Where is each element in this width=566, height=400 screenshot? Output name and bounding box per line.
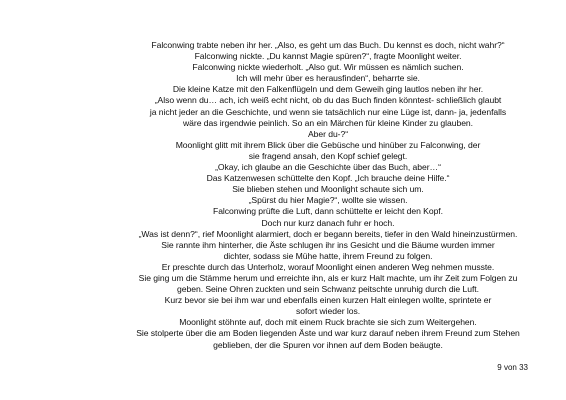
text-line: dichter, sodass sie Mühe hatte, ihrem Freund zu folgen.	[223, 250, 433, 261]
story-text	[128, 40, 528, 351]
text-line: Sie rannte ihm hinterher, die Äste schlugen ihr ins Gesicht und die Bäume wurden immer	[161, 239, 495, 250]
page-number: 9 von 33	[497, 363, 528, 372]
text-line: „Okay, ich glaube an die Geschichte über das Buch, aber…“	[215, 162, 441, 173]
text-line: Sie stolperte über die am Boden liegenden Äste und war kurz darauf neben ihrem Freund zum Stehen	[136, 328, 520, 339]
text-line: „Was ist denn?“, rief Moonlight alarmiert, doch er begann bereits, tiefer in den Wald hineinzustürmen.	[138, 228, 518, 239]
text-line: Moonlight stöhnte auf, doch mit einem Ruck brachte sie sich zum Weitergehen.	[179, 317, 477, 328]
text-line: Die kleine Katze mit den Falkenflügeln und dem Geweih ging lautlos neben ihr her.	[172, 84, 484, 95]
text-line: Falconwing trabte neben ihr her. „Also, es geht um das Buch. Du kennst es doch, nicht wahr?“	[151, 40, 505, 50]
text-line: sie fragend ansah, den Kopf schief gelegt.	[248, 150, 408, 161]
text-line: Das Katzenwesen schüttelte den Kopf. „Ich brauche deine Hilfe.“	[206, 173, 450, 184]
text-line: Doch nur kurz danach fuhr er hoch.	[261, 217, 395, 228]
text-line: Falconwing prüfte die Luft, dann schüttelte er leicht den Kopf.	[213, 206, 443, 217]
text-line: Er preschte durch das Unterholz, worauf Moonlight einen anderen Weg nehmen musste.	[161, 261, 495, 272]
text-line: Moonlight glitt mit ihrem Blick über die Gebüsche und hinüber zu Falconwing, der	[175, 139, 481, 150]
text-line: Sie blieben stehen und Moonlight schaute sich um.	[232, 184, 424, 195]
text-line: Kurz bevor sie bei ihm war und ebenfalls einen kurzen Halt einlegen wollte, sprintete er	[164, 295, 492, 306]
text-line: geben. Seine Ohren zuckten und sein Schwanz peitschte unruhig durch die Luft.	[177, 284, 479, 295]
text-line: Falconwing nickte wiederholt. „Also gut. Wir müssen es nämlich suchen.	[192, 62, 464, 73]
text-line: Sie ging um die Stämme herum und erreichte ihn, als er kurz Halt machte, um ihr Zeit zum Folgen zu	[138, 272, 518, 283]
text-line: „Also wenn du… ach, ich weiß echt nicht, ob du das Buch finden könntest- schließlich glaubt	[154, 95, 502, 106]
text-line: Falconwing nickte. „Du kannst Magie spüren?“, fragte Moonlight weiter.	[194, 51, 462, 62]
text-line: sofort wieder los.	[295, 306, 361, 317]
text-line: Ich will mehr über es herausfinden“, beharrte sie.	[236, 73, 420, 84]
text-line: ja nicht jeder an die Geschichte, und wenn sie tatsächlich nur eine Lüge ist, dann- ja, jedenfalls	[149, 106, 507, 117]
text-line: Aber du-?“	[307, 128, 349, 139]
text-line: geblieben, der die Spuren vor ihnen auf dem Boden beäugte.	[213, 339, 443, 350]
text-line: wäre das irgendwie peinlich. So an ein Märchen für kleine Kinder zu glauben.	[183, 117, 473, 128]
text-line: „Spürst du hier Magie?“, wollte sie wissen.	[248, 195, 408, 206]
